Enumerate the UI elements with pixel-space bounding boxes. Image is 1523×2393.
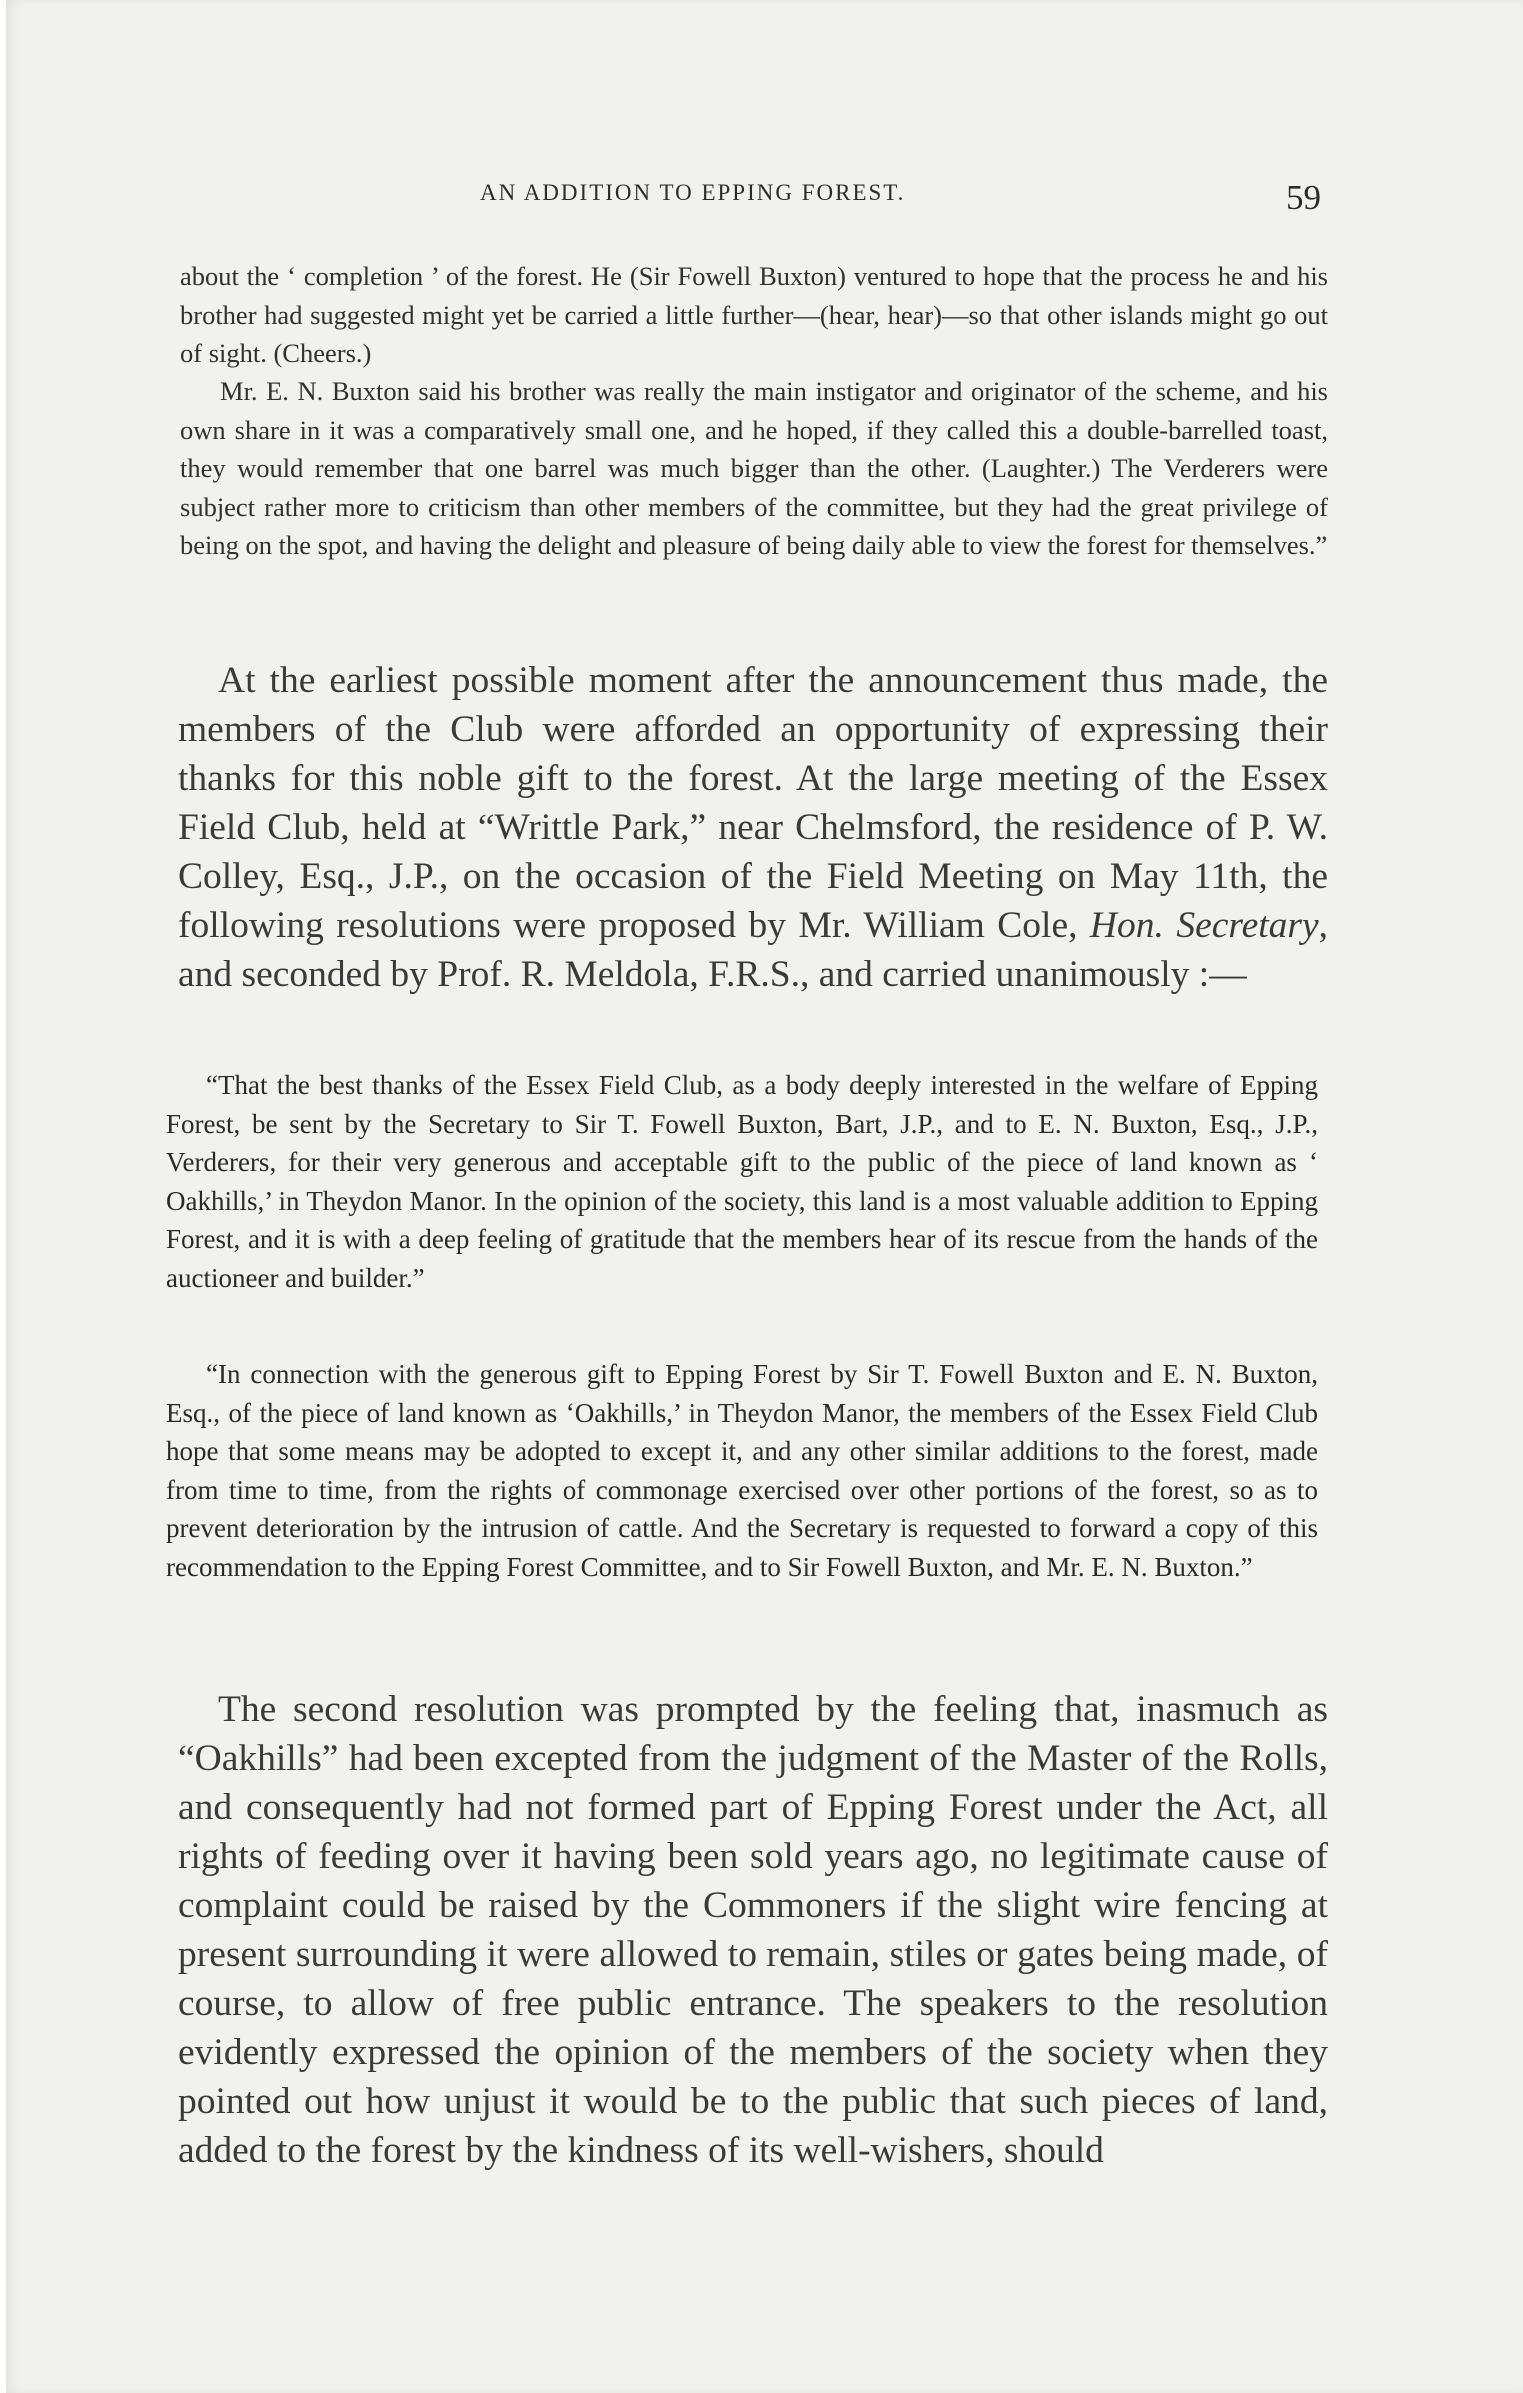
running-title: AN ADDITION TO EPPING FOREST. <box>480 180 906 205</box>
paragraph-club-thanks-text-end: , and seconded by Prof. R. Meldola, F.R.S., and carried unanimously :— <box>178 905 1328 995</box>
paragraph-club-thanks-text: At the earliest possible moment after the announcement thus made, the members of the Club were afforded an opportunity of expressing their thanks for this noble gift to the forest. At the large meeting of the Essex Field Club, held at “Writtle Park,” near Chelmsford, the residence of P. W. Colley, Esq., J.P., on the occasion of the Field Meeting on May 11th, the following resolutions were proposed by Mr. William Cole, <box>178 660 1328 946</box>
resolution-one: “That the best thanks of the Essex Field Club, as a body deeply interested in the welfare of Epping Forest, be sent by the Secretary to Sir T. Fowell Buxton, Bart, J.P., and to E. N. Buxton, Esq., J.P., Verderers, for their very generous and acceptable gift to the public of the piece of land known as ‘ Oakhills,’ in Theydon Manor. In the opinion of the society, this land is a most valuable addition to Epping Forest, and it is with a deep feeling of gratitude that the members hear of its rescue from the hands of the auctioneer and builder.” <box>166 1070 1318 1293</box>
paragraph-en-buxton-reply: Mr. E. N. Buxton said his brother was really the main instigator and originator of the scheme, and his own share in it was a comparatively small one, and he hoped, if they called this a double-barrelled toast, they would remember that one barrel was much bigger than the other. (Laughter.) The Verderers were subject rather more to criticism than other members of the committee, but they had the great privilege of being on the spot, and having the delight and pleasure of being daily able to view the forest for themselves.” <box>180 376 1328 561</box>
page-number: 59 <box>1286 178 1321 217</box>
resolution-two: “In connection with the generous gift to Epping Forest by Sir T. Fowell Buxton and E. N. Buxton, Esq., of the piece of land known as ‘Oakhills,’ in Theydon Manor, the members of the Essex Field Club hope that some means may be adopted to except it, and any other similar additions to the forest, made from time to time, from the rights of commonage exercised over other portions of the forest, so as to prevent deterioration by the intrusion of cattle. And the Secretary is requested to forward a copy of this recommendation to the Epping Forest Committee, and to Sir Fowell Buxton, and Mr. E. N. Buxton.” <box>166 1359 1318 1582</box>
paragraph-second-resolution: The second resolution was prompted by the feeling that, inasmuch as “Oakhills” had been excepted from the judgment of the Master of the Rolls, and consequently had not formed part of Epping Forest under the Act, all rights of feeding over it having been sold years ago, no legitimate cause of complaint could be raised by the Commoners if the slight wire fencing at present surrounding it were allowed to remain, stiles or gates being made, of course, to allow of free public entrance. The speakers to the resolution evidently expressed the opinion of the members of the society when they pointed out how unjust it would be to the public that such pieces of land, added to the forest by the kindness of its well-wishers, should <box>178 1689 1328 2171</box>
hon-secretary-italic: Hon. Secretary <box>1089 905 1319 946</box>
paragraph-speech-end: about the ‘ completion ’ of the forest. He (Sir Fowell Buxton) ventured to hope that the process he and his brother had suggested might yet be carried a little further—(hear, hear)—so that other islands might go out of sight. (Cheers.) <box>180 261 1328 369</box>
paragraph-club-thanks <box>178 656 1328 999</box>
